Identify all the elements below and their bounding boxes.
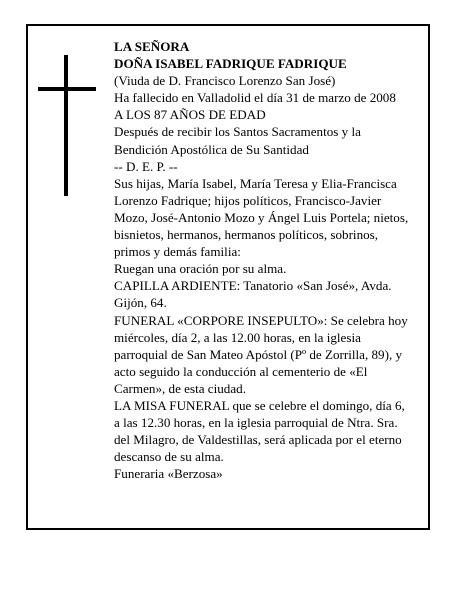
rip-line: -- D. E. P. -- (114, 158, 178, 174)
deceased-name: DOÑA ISABEL FADRIQUE FADRIQUE (114, 56, 347, 72)
mass-line: a las 12.30 horas, en la iglesia parroquial de Ntra. Sra. (114, 415, 398, 431)
notice-title: LA SEÑORA (114, 39, 190, 54)
mass-line: LA MISA FUNERAL que se celebre el domingo, día 6, (114, 397, 405, 413)
family-line: bisnietos, hermanos, hermanos políticos, sobrinos, (114, 227, 379, 243)
funeral-line: Carmen», de esta ciudad. (114, 380, 246, 396)
funeral-line: acto seguido la conducción al cementerio de «El (114, 363, 368, 379)
obituary-text (114, 38, 426, 482)
funeral-line: FUNERAL «CORPORE INSEPULTO»: Se celebra hoy (114, 312, 408, 328)
funeral-line: miércoles, día 2, a las 12.00 horas, en la iglesia (114, 329, 361, 345)
family-line: Mozo, José-Antonio Mozo y Ángel Luis Portela; nietos, (114, 209, 409, 225)
prayer-line: Ruegan una oración por su alma. (114, 261, 287, 277)
death-line: Ha fallecido en Valladolid el día 31 de marzo de 2008 (114, 90, 396, 106)
family-line: Sus hijas, María Isabel, María Teresa y Elia-Francisca (114, 175, 397, 191)
cross-vertical-bar (64, 55, 68, 196)
chapel-line: Gijón, 64. (114, 295, 167, 311)
sacraments-line: Después de recibir los Santos Sacramentos y la (114, 124, 361, 140)
mass-line: del Milagro, de Valdestillas, será aplicada por el eterno (114, 432, 402, 448)
widow-line: (Viuda de D. Francisco Lorenzo San José) (114, 73, 336, 89)
funeral-line: parroquial de San Mateo Apóstol (Pº de Zorrilla, 89), y (114, 346, 403, 362)
chapel-line: CAPILLA ARDIENTE: Tanatorio «San José», Avda. (114, 278, 392, 294)
funeral-home-line: Funeraria «Berzosa» (114, 466, 223, 482)
age-line: A LOS 87 AÑOS DE EDAD (114, 107, 266, 123)
family-line: primos y demás familia: (114, 244, 241, 260)
mass-line: descanso de su alma. (114, 449, 224, 465)
sacraments-line: Bendición Apostólica de Su Santidad (114, 141, 309, 157)
cross-horizontal-bar (38, 87, 96, 91)
family-line: Lorenzo Fadrique; hijos políticos, Francisco-Javier (114, 192, 382, 208)
